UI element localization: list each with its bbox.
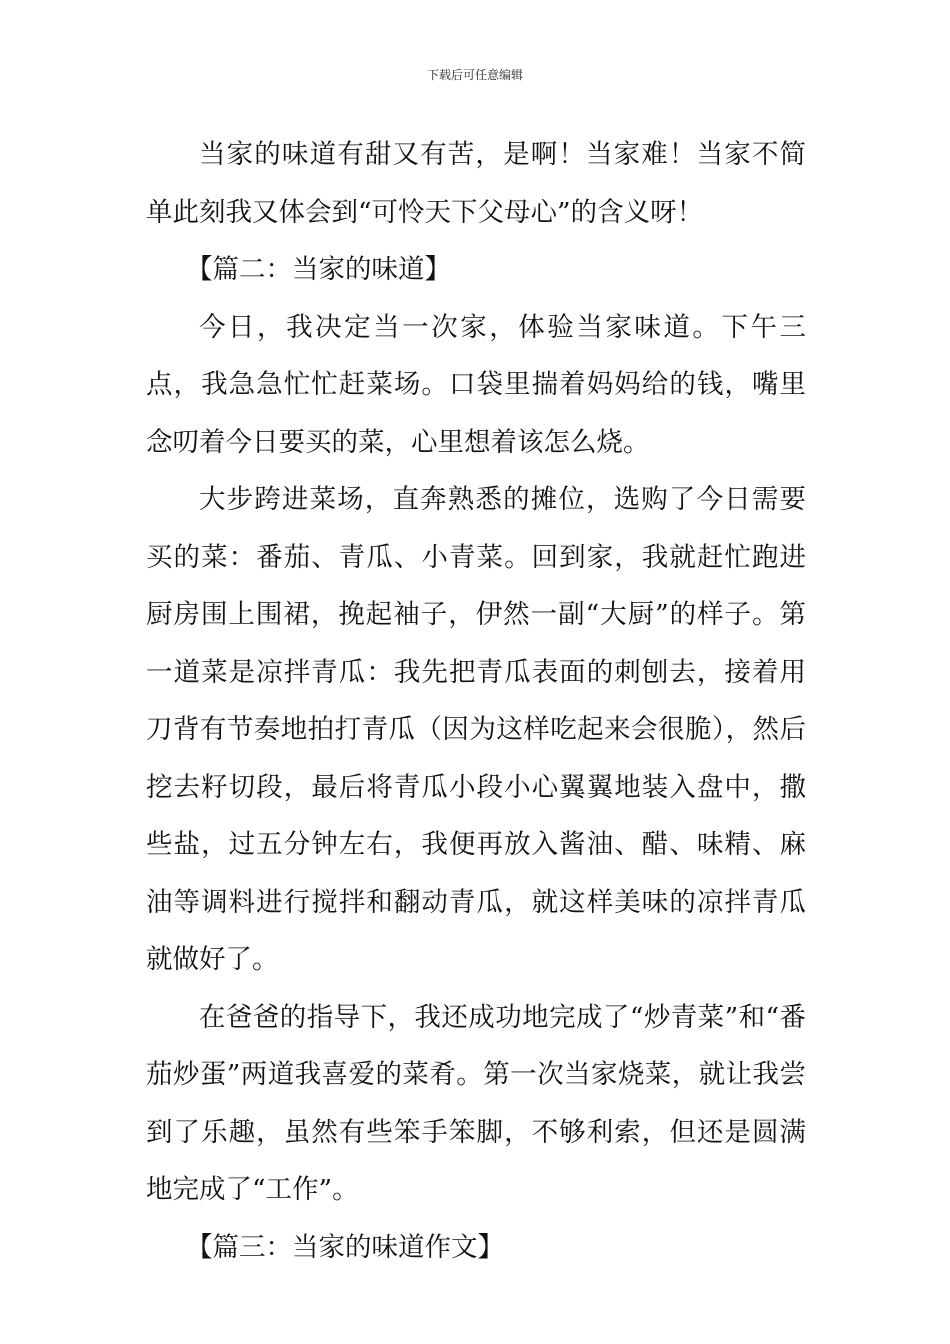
document-body <box>146 126 806 1276</box>
page-header: 下载后可任意编辑 <box>426 68 523 82</box>
paragraph-1: 当家的味道有甜又有苦，是啊！当家难！当家不简单此刻我又体会到“可怜天下父母心”的含义呀！ <box>146 139 806 228</box>
section-heading-3: 【篇三：当家的味道作文】 <box>186 1231 504 1263</box>
paragraph-4: 在爸爸的指导下，我还成功地完成了“炒青菜”和“番茄炒蛋”两道我喜爱的菜肴。第一次当家烧菜，就让我尝到了乐趣，虽然有些笨手笨脚，不够利索，但还是圆满地完成了“工作”。 <box>146 1001 806 1205</box>
paragraph-2: 今日，我决定当一次家，体验当家味道。下午三点，我急急忙忙赶菜场。口袋里揣着妈妈给的钱，嘴里念叨着今日要买的菜，心里想着该怎么烧。 <box>146 311 806 458</box>
section-heading-2: 【篇二：当家的味道】 <box>186 254 451 285</box>
paragraph-3: 大步跨进菜场，直奔熟悉的摊位，选购了今日需要买的菜：番茄、青瓜、小青菜。回到家，我就赶忙跑进厨房围上围裙，挽起袖子，伊然一副“大厨”的样子。第一道菜是凉拌青瓜：我先把青瓜表面的刺刨去，接着用刀背有节奏地拍打青瓜（因为这样吃起来会很脆），然后挖去籽切段，最后将青瓜小段小心翼翼地装入盘中，撒些盐，过五分钟左右，我便再放入酱油、醋、味精、麻油等调料进行搅拌和翻动青瓜，就这样美味的凉拌青瓜就做好了。 <box>146 484 806 975</box>
